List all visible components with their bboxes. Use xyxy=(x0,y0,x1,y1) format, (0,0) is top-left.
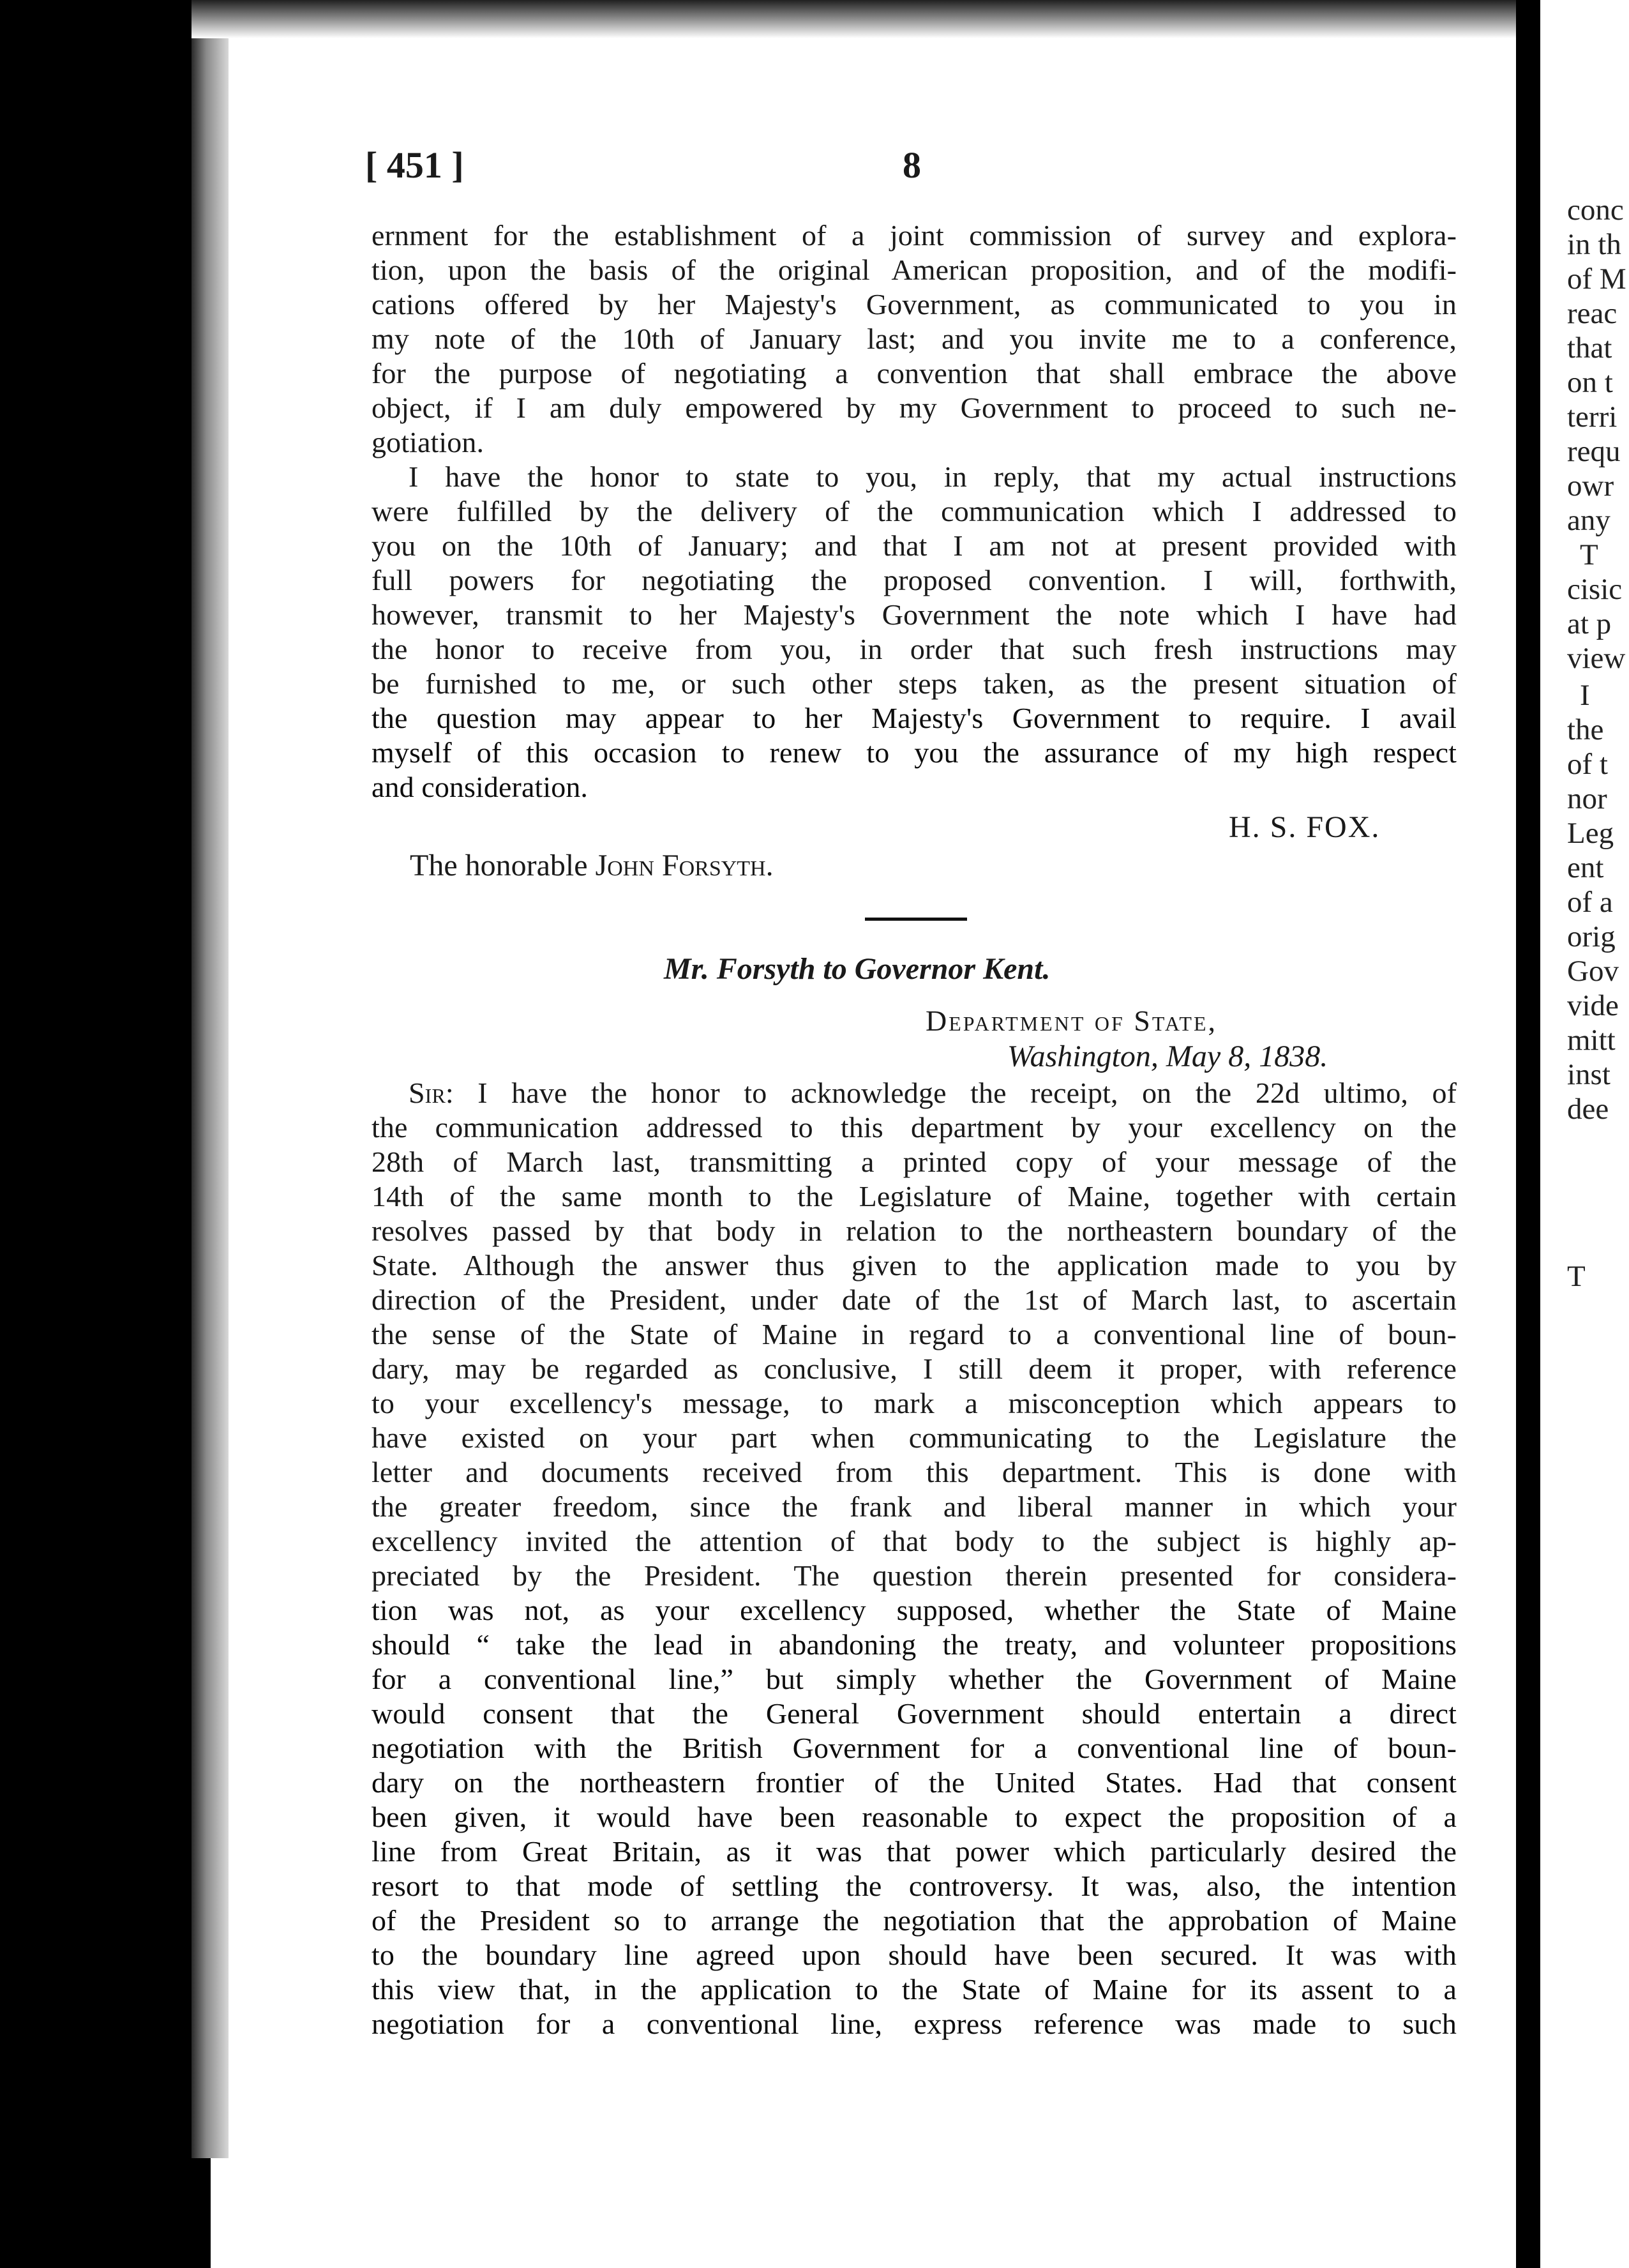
text-line: full powers for negotiating the proposed convention. I will, forthwith, xyxy=(372,564,1457,596)
text-line: excellency invited the attention of that body to the subject is highly ap- xyxy=(372,1525,1457,1557)
facing-line: that xyxy=(1567,331,1612,365)
facing-line: view xyxy=(1567,642,1626,675)
facing-line: reac xyxy=(1567,297,1618,330)
text-line: ernment for the establishment of a joint commission of survey and explora- xyxy=(372,219,1457,252)
facing-line: cisic xyxy=(1567,573,1623,606)
text-line: the honor to receive from you, in order that such fresh instructions may xyxy=(372,633,1457,665)
facing-line: Leg xyxy=(1567,817,1614,850)
facing-line: of M xyxy=(1567,262,1626,296)
facing-line: Gov xyxy=(1567,955,1619,988)
letter-title: Mr. Forsyth to Governor Kent. xyxy=(664,952,1051,986)
text-line: resolves passed by that body in relation to the northeastern boundary of the xyxy=(372,1214,1457,1247)
facing-line: terri xyxy=(1567,400,1618,434)
salutation: Sir: xyxy=(409,1077,454,1109)
text-line: should “ take the lead in abandoning the treaty, and volunteer propositions xyxy=(372,1628,1457,1661)
scan-gutter xyxy=(1516,0,1540,2268)
letter-department: Department of State, xyxy=(926,1004,1217,1037)
scan-page-edge xyxy=(191,0,229,2158)
text-line: would consent that the General Government should entertain a direct xyxy=(372,1697,1457,1730)
facing-line: at p xyxy=(1567,607,1612,640)
text-line: gotiation. xyxy=(372,426,484,458)
scan-binding-shadow xyxy=(0,0,211,2268)
addressee-name: John Forsyth. xyxy=(595,849,774,882)
text-line: of the President so to arrange the negotiation that the approbation of Maine xyxy=(372,1904,1457,1937)
text-line: object, if I am duly empowered by my Government to proceed to such ne- xyxy=(372,391,1457,424)
text-line: for a conventional line,” but simply whether the Government of Maine xyxy=(372,1663,1457,1695)
facing-line: owr xyxy=(1567,469,1614,503)
text-line: the sense of the State of Maine in regard to a conventional line of boun- xyxy=(372,1318,1457,1350)
signature: H. S. FOX. xyxy=(1229,810,1381,844)
facing-line: of a xyxy=(1567,886,1613,919)
text-line: my note of the 10th of January last; and you invite me to a conference, xyxy=(372,322,1457,355)
text-line: however, transmit to her Majesty's Government the note which I have had xyxy=(372,598,1457,631)
facing-line: nor xyxy=(1567,782,1607,815)
facing-page-fragment xyxy=(1540,0,1629,2268)
letter-place-date: Washington, May 8, 1838. xyxy=(1007,1040,1328,1073)
addressee-prefix: The honorable xyxy=(410,849,596,882)
facing-line: conc xyxy=(1567,193,1624,227)
facing-line: of t xyxy=(1567,748,1608,781)
text-line: dary on the northeastern frontier of the United States. Had that consent xyxy=(372,1766,1457,1799)
facing-line: dee xyxy=(1567,1092,1609,1126)
facing-line: T xyxy=(1580,538,1598,571)
text-line: State. Although the answer thus given to the application made to you by xyxy=(372,1249,1457,1281)
text-line: you on the 10th of January; and that I am not at present provided with xyxy=(372,529,1457,562)
text-span: I have the honor to acknowledge the receipt, on the 22d ultimo, of xyxy=(453,1077,1457,1109)
facing-line: T xyxy=(1567,1260,1586,1293)
text-line: and consideration. xyxy=(372,771,589,803)
facing-line: any xyxy=(1567,504,1610,537)
text-line: myself of this occasion to renew to you the assurance of my high respect xyxy=(372,736,1457,769)
text-line: 14th of the same month to the Legislature of Maine, together with certain xyxy=(372,1180,1457,1213)
text-line: line from Great Britain, as it was that power which particularly desired the xyxy=(372,1835,1457,1868)
text-line: the communication addressed to this department by your excellency on the xyxy=(372,1111,1457,1144)
text-line: negotiation for a conventional line, express reference was made to such xyxy=(372,2007,1457,2040)
facing-line: vide xyxy=(1567,989,1619,1022)
facing-line: I xyxy=(1580,679,1590,712)
document-number: [ 451 ] xyxy=(365,144,464,186)
text-line: dary, may be regarded as conclusive, I still deem it proper, with reference xyxy=(372,1352,1457,1385)
text-line: the greater freedom, since the frank and liberal manner in which your xyxy=(372,1490,1457,1523)
facing-line: in th xyxy=(1567,228,1621,261)
text-line: I have the honor to state to you, in reply, that my actual instructions xyxy=(409,460,1457,493)
text-line: tion, upon the basis of the original American proposition, and of the modifi- xyxy=(372,253,1457,286)
page-number: 8 xyxy=(903,144,921,186)
text-line: to your excellency's message, to mark a misconception which appears to xyxy=(372,1387,1457,1419)
scan-top-edge xyxy=(191,0,1532,38)
text-line: this view that, in the application to the State of Maine for its assent to a xyxy=(372,1973,1457,2006)
text-line: be furnished to me, or such other steps taken, as the present situation of xyxy=(372,667,1457,700)
text-line: for the purpose of negotiating a convention that shall embrace the above xyxy=(372,357,1457,389)
text-line: 28th of March last, transmitting a printed copy of your message of the xyxy=(372,1145,1457,1178)
text-line xyxy=(409,1076,1457,1110)
text-line: direction of the President, under date of the 1st of March last, to ascertain xyxy=(372,1283,1457,1316)
facing-line: inst xyxy=(1567,1058,1610,1091)
addressee xyxy=(410,848,774,883)
text-line: to the boundary line agreed upon should have been secured. It was with xyxy=(372,1939,1457,1971)
text-line: were fulfilled by the delivery of the communication which I addressed to xyxy=(372,495,1457,527)
text-line: tion was not, as your excellency supposed, whether the State of Maine xyxy=(372,1594,1457,1626)
facing-line: on t xyxy=(1567,366,1613,399)
facing-line: orig xyxy=(1567,920,1616,953)
section-divider xyxy=(865,918,967,921)
text-line: resort to that mode of settling the controversy. It was, also, the intention xyxy=(372,1870,1457,1902)
text-line: the question may appear to her Majesty's Government to require. I avail xyxy=(372,702,1457,734)
facing-line: requ xyxy=(1567,435,1621,468)
text-line: letter and documents received from this department. This is done with xyxy=(372,1456,1457,1488)
text-line: been given, it would have been reasonable to expect the proposition of a xyxy=(372,1801,1457,1833)
text-line: have existed on your part when communicating to the Legislature the xyxy=(372,1421,1457,1454)
text-line: cations offered by her Majesty's Government, as communicated to you in xyxy=(372,288,1457,321)
text-line: negotiation with the British Government for a conventional line of boun- xyxy=(372,1732,1457,1764)
facing-line: ent xyxy=(1567,851,1604,884)
facing-line: the xyxy=(1567,713,1604,746)
text-line: preciated by the President. The question therein presented for considera- xyxy=(372,1559,1457,1592)
facing-line: mitt xyxy=(1567,1024,1616,1057)
